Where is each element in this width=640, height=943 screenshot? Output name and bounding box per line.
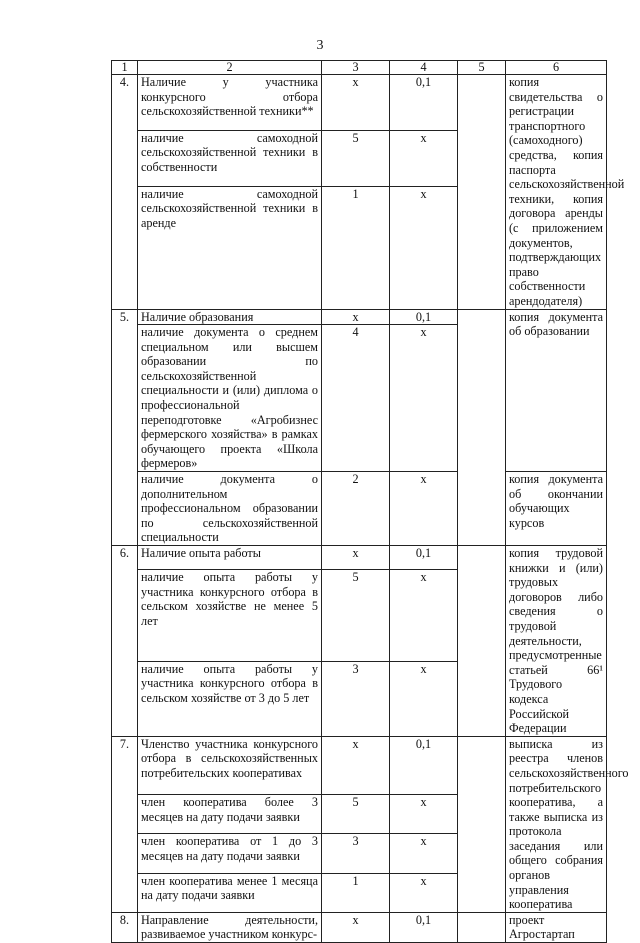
criterion-cell: наличие документа о среднем специальном или высшем образовании по сельскохозяйственной специальности и (или) диплома о профессиональной переподготовке «Агробизнес фермерского хозяйства» в рамках обучающего проекта «Школа фермеров»	[138, 325, 322, 472]
score-cell: x	[322, 736, 390, 794]
empty-cell	[458, 912, 506, 942]
criterion-cell: наличие опыта работы у участника конкурсного отбора в сельском хозяйстве не менее 5 лет	[138, 570, 322, 662]
criterion-cell: Наличие опыта работы	[138, 546, 322, 570]
score-cell: 4	[322, 325, 390, 472]
header-cell: 4	[390, 61, 458, 75]
row-number: 5.	[112, 309, 138, 546]
weight-cell: x	[390, 661, 458, 736]
document-cell: копия трудовой книжки и (или) трудовых договоров либо сведения о трудовой деятельности, предусмотренные статьей 66¹ Трудового кодекса Российской Федерации	[506, 546, 607, 737]
criterion-cell: член кооператива более 3 месяцев на дату подачи заявки	[138, 794, 322, 833]
criterion-cell: член кооператива менее 1 месяца на дату подачи заявки	[138, 873, 322, 912]
criterion-cell: наличие самоходной сельскохозяйственной техники в собственности	[138, 130, 322, 186]
empty-cell	[458, 309, 506, 546]
score-cell: 1	[322, 873, 390, 912]
header-cell: 3	[322, 61, 390, 75]
criterion-cell: Наличие у участника конкурсного отбора сельскохозяйственной техники**	[138, 75, 322, 131]
table-row	[112, 75, 607, 131]
criterion-cell: наличие документа о дополнительном профессиональном образовании по сельскохозяйственной специальности	[138, 472, 322, 546]
weight-cell: x	[390, 834, 458, 873]
score-cell: 5	[322, 794, 390, 833]
criterion-cell: наличие опыта работы у участника конкурсного отбора в сельском хозяйстве от 3 до 5 лет	[138, 661, 322, 736]
criterion-cell: член кооператива от 1 до 3 месяцев на дату подачи заявки	[138, 834, 322, 873]
criterion-cell: наличие самоходной сельскохозяйственной техники в аренде	[138, 186, 322, 309]
criterion-cell: Наличие образования	[138, 309, 322, 325]
score-cell: 5	[322, 130, 390, 186]
row-number: 8.	[112, 912, 138, 942]
weight-cell: 0,1	[390, 75, 458, 131]
table-row	[112, 309, 607, 325]
score-cell: 3	[322, 661, 390, 736]
header-cell: 1	[112, 61, 138, 75]
score-cell: 5	[322, 570, 390, 662]
criterion-cell: Членство участника конкурсного отбора в сельскохозяйственных потребительских кооперативах	[138, 736, 322, 794]
weight-cell: 0,1	[390, 912, 458, 942]
score-cell: 3	[322, 834, 390, 873]
weight-cell: x	[390, 325, 458, 472]
weight-cell: 0,1	[390, 546, 458, 570]
criterion-cell: Направление деятельности, развиваемое участником конкурс-	[138, 912, 322, 942]
weight-cell: x	[390, 472, 458, 546]
row-number: 6.	[112, 546, 138, 737]
table-row	[112, 546, 607, 570]
row-number: 7.	[112, 736, 138, 912]
table-row	[112, 472, 607, 546]
header-cell: 2	[138, 61, 322, 75]
empty-cell	[458, 546, 506, 737]
weight-cell: 0,1	[390, 309, 458, 325]
document-cell: копия документа об окончании обучающих курсов	[506, 472, 607, 546]
score-cell: x	[322, 546, 390, 570]
weight-cell: x	[390, 130, 458, 186]
weight-cell: x	[390, 873, 458, 912]
weight-cell: x	[390, 794, 458, 833]
page-number: 3	[316, 38, 324, 53]
score-cell: x	[322, 309, 390, 325]
empty-cell	[458, 736, 506, 912]
score-cell: 1	[322, 186, 390, 309]
document-cell: проект Агростартап	[506, 912, 607, 942]
weight-cell: 0,1	[390, 736, 458, 794]
weight-cell: x	[390, 186, 458, 309]
document-cell: копия свидетельства о регистрации транспортного (самоходного) средства, копия паспорта сельскохозяйственной техники, копия договора аренды (с приложением документов, подтверждающих право собственности арендодателя)	[506, 75, 607, 310]
score-cell: x	[322, 75, 390, 131]
table-header-row	[112, 61, 607, 75]
document-cell: выписка из реестра членов сельскохозяйственного потребительского кооператива, а также выписка из протокола заседания или общего собрания органов управления кооператива	[506, 736, 607, 912]
weight-cell: x	[390, 570, 458, 662]
empty-cell	[458, 75, 506, 310]
table-row	[112, 912, 607, 942]
header-cell: 6	[506, 61, 607, 75]
criteria-table	[111, 60, 629, 943]
header-cell: 5	[458, 61, 506, 75]
row-number: 4.	[112, 75, 138, 310]
table-row	[112, 736, 607, 794]
document-cell: копия документа об образовании	[506, 309, 607, 472]
score-cell: 2	[322, 472, 390, 546]
score-cell: x	[322, 912, 390, 942]
